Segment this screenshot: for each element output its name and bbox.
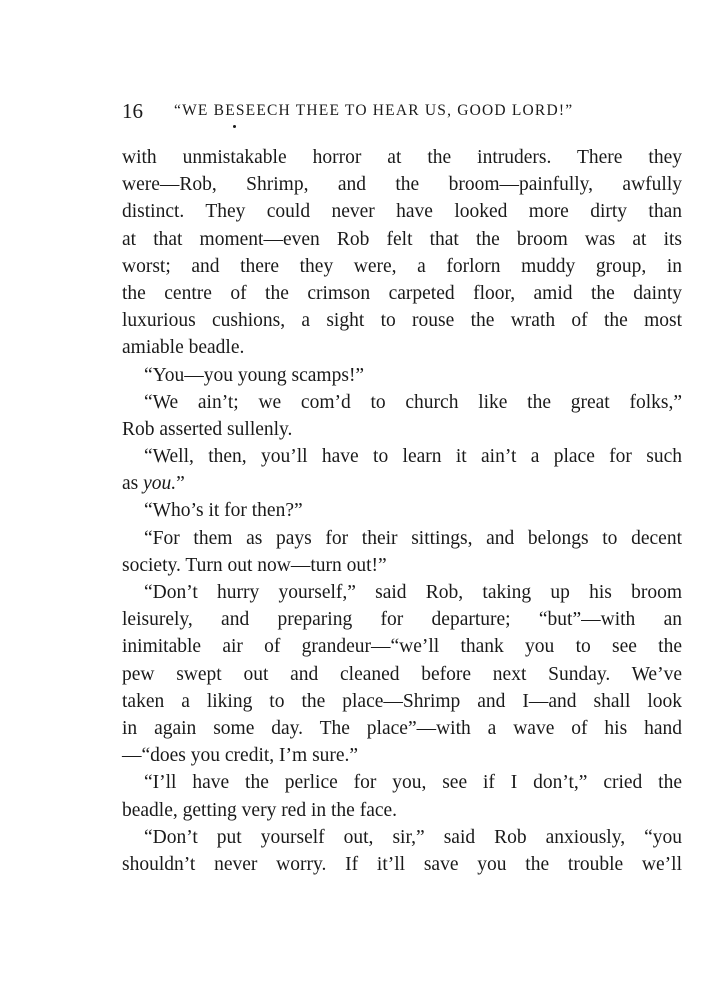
text-line: “Well, then, you’ll have to learn it ain’t a place for such bbox=[144, 446, 682, 468]
text-line: in again some day. The place”—with a wave of his hand bbox=[122, 717, 682, 739]
text-line: with unmistakable horror at the intruders. There they bbox=[122, 147, 682, 168]
text-line: society. Turn out now—turn out!” bbox=[122, 554, 387, 576]
text-line: Rob asserted sullenly. bbox=[122, 418, 293, 440]
printer-dot-mark bbox=[233, 125, 236, 128]
text-line: at that moment—even Rob felt that the broom was at its bbox=[122, 228, 682, 250]
text-line: luxurious cushions, a sight to rouse the wrath of the most bbox=[122, 310, 682, 332]
text-line: inimitable air of grandeur—“we’ll thank you to see the bbox=[122, 636, 682, 658]
body-text bbox=[122, 144, 682, 878]
text-line: —“does you credit, I’m sure.” bbox=[122, 745, 359, 767]
closing-quote: ” bbox=[176, 473, 185, 495]
text-line: were—Rob, Shrimp, and the broom—painfully, awfully bbox=[122, 174, 682, 196]
page-header bbox=[122, 97, 682, 125]
text-line: “We ain’t; we com’d to church like the great folks,” bbox=[144, 391, 682, 413]
text-line: “You—you young scamps!” bbox=[144, 364, 365, 386]
italic-word: you. bbox=[143, 473, 177, 495]
text-line: “Don’t hurry yourself,” said Rob, taking up his broom bbox=[144, 582, 682, 603]
text-line: “For them as pays for their sittings, and belongs to decent bbox=[144, 527, 682, 549]
running-title: “WE BESEECH THEE TO HEAR US, GOOD LORD!” bbox=[174, 102, 574, 119]
text-line: the centre of the crimson carpeted floor, amid the dainty bbox=[122, 282, 682, 304]
page-number: 16 bbox=[122, 99, 143, 123]
text-line: “Don’t put yourself out, sir,” said Rob anxiously, “you bbox=[144, 826, 682, 848]
text-line: “I’ll have the perlice for you, see if I don’t,” cried the bbox=[144, 772, 682, 794]
text-line bbox=[122, 470, 682, 497]
text-line: shouldn’t never worry. If it’ll save you the trouble we’ll bbox=[122, 853, 682, 875]
text-line: leisurely, and preparing for departure; “but”—with an bbox=[122, 609, 682, 631]
text-line: taken a liking to the place—Shrimp and I—and shall look bbox=[122, 690, 682, 712]
text-line: amiable beadle. bbox=[122, 337, 245, 359]
text-line: “Who’s it for then?” bbox=[144, 500, 303, 522]
text-line: beadle, getting very red in the face. bbox=[122, 799, 398, 821]
text-line: pew swept out and cleaned before next Sunday. We’ve bbox=[122, 663, 682, 685]
text-line: worst; and there they were, a forlorn muddy group, in bbox=[122, 255, 682, 277]
text-fragment: as bbox=[122, 473, 139, 495]
text-line: distinct. They could never have looked more dirty than bbox=[122, 201, 682, 223]
